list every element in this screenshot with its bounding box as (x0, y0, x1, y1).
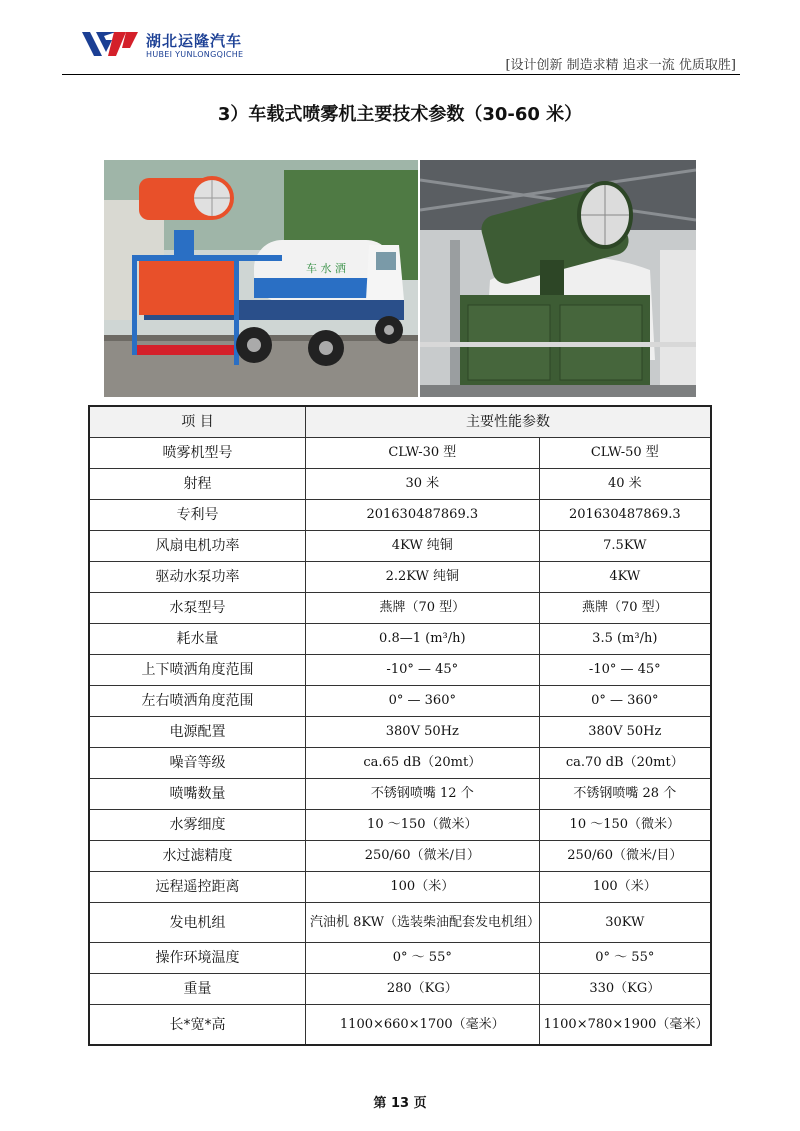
header-params: 主要性能参数 (306, 406, 712, 438)
value-clw50: 燕牌（70 型） (539, 593, 711, 624)
table-row (89, 655, 711, 686)
table-row (89, 531, 711, 562)
table-row (89, 748, 711, 779)
row-label: 喷雾机型号 (89, 438, 306, 469)
value-clw30: 4KW 纯铜 (306, 531, 540, 562)
value-clw50: 3.5 (m³/h) (539, 624, 711, 655)
value-clw30: 100（米） (306, 872, 540, 903)
value-clw50: 40 米 (539, 469, 711, 500)
value-clw30: 201630487869.3 (306, 500, 540, 531)
row-label: 喷嘴数量 (89, 779, 306, 810)
company-name: 湖北运隆汽车 (146, 32, 243, 50)
table-row (89, 943, 711, 974)
header-item: 项 目 (89, 406, 306, 438)
table-row (89, 779, 711, 810)
value-clw50: 30KW (539, 903, 711, 943)
value-clw30: 0.8—1 (m³/h) (306, 624, 540, 655)
value-clw50: 10 ～150（微米） (539, 810, 711, 841)
value-clw30: 0° ～ 55° (306, 943, 540, 974)
table-row (89, 500, 711, 531)
table-row (89, 469, 711, 500)
table-row (89, 841, 711, 872)
spec-table (88, 405, 712, 1046)
value-clw30: CLW-30 型 (306, 438, 540, 469)
table-row (89, 872, 711, 903)
row-label: 驱动水泵功率 (89, 562, 306, 593)
row-label: 远程遥控距离 (89, 872, 306, 903)
value-clw50: -10° — 45° (539, 655, 711, 686)
yunlong-logo-icon (80, 28, 140, 62)
value-clw50: 不锈钢喷嘴 28 个 (539, 779, 711, 810)
value-clw30: 280（KG） (306, 974, 540, 1005)
row-label: 射程 (89, 469, 306, 500)
value-clw50: 7.5KW (539, 531, 711, 562)
row-label: 操作环境温度 (89, 943, 306, 974)
value-clw30: 0° — 360° (306, 686, 540, 717)
value-clw30: 燕牌（70 型） (306, 593, 540, 624)
table-row (89, 438, 711, 469)
table-row (89, 717, 711, 748)
value-clw30: 汽油机 8KW（选装柴油配套发电机组） (306, 903, 540, 943)
svg-text:车 水 洒: 车 水 洒 (306, 262, 346, 275)
value-clw50: 0° — 360° (539, 686, 711, 717)
section-title: 3）车载式喷雾机主要技术参数（30-60 米） (217, 104, 583, 125)
row-label: 重量 (89, 974, 306, 1005)
value-clw30: 380V 50Hz (306, 717, 540, 748)
table-row (89, 624, 711, 655)
row-label: 长*宽*高 (89, 1005, 306, 1046)
page-header (62, 24, 740, 75)
row-label: 噪音等级 (89, 748, 306, 779)
value-clw30: 30 米 (306, 469, 540, 500)
value-clw50: CLW-50 型 (539, 438, 711, 469)
table-row (89, 593, 711, 624)
company-name-en: HUBEI YUNLONGQICHE (146, 50, 244, 59)
row-label: 左右喷洒角度范围 (89, 686, 306, 717)
table-row (89, 686, 711, 717)
row-label: 上下喷洒角度范围 (89, 655, 306, 686)
value-clw30: -10° — 45° (306, 655, 540, 686)
row-label: 风扇电机功率 (89, 531, 306, 562)
table-row (89, 562, 711, 593)
page-number: 第 13 页 (373, 1096, 427, 1111)
table-header-row (89, 406, 711, 438)
row-label: 水过滤精度 (89, 841, 306, 872)
value-clw50: 201630487869.3 (539, 500, 711, 531)
value-clw50: 4KW (539, 562, 711, 593)
table-row (89, 1005, 711, 1046)
mist-cannon-photo (420, 160, 696, 397)
header-slogan: [设计创新 制造求精 追求一流 优质取胜] (505, 58, 736, 73)
value-clw30: ca.65 dB（20mt） (306, 748, 540, 779)
table-row (89, 903, 711, 943)
value-clw50: 330（KG） (539, 974, 711, 1005)
value-clw50: 0° ～ 55° (539, 943, 711, 974)
value-clw50: 380V 50Hz (539, 717, 711, 748)
row-label: 水雾细度 (89, 810, 306, 841)
row-label: 耗水量 (89, 624, 306, 655)
value-clw30: 250/60（微米/目） (306, 841, 540, 872)
table-row (89, 810, 711, 841)
value-clw30: 2.2KW 纯铜 (306, 562, 540, 593)
row-label: 电源配置 (89, 717, 306, 748)
value-clw50: ca.70 dB（20mt） (539, 748, 711, 779)
row-label: 发电机组 (89, 903, 306, 943)
row-label: 水泵型号 (89, 593, 306, 624)
value-clw30: 1100×660×1700（毫米） (306, 1005, 540, 1046)
table-row (89, 974, 711, 1005)
value-clw50: 1100×780×1900（毫米） (539, 1005, 711, 1046)
value-clw30: 不锈钢喷嘴 12 个 (306, 779, 540, 810)
value-clw30: 10 ～150（微米） (306, 810, 540, 841)
value-clw50: 250/60（微米/目） (539, 841, 711, 872)
sprayer-truck-photo (104, 160, 418, 397)
row-label: 专利号 (89, 500, 306, 531)
value-clw50: 100（米） (539, 872, 711, 903)
